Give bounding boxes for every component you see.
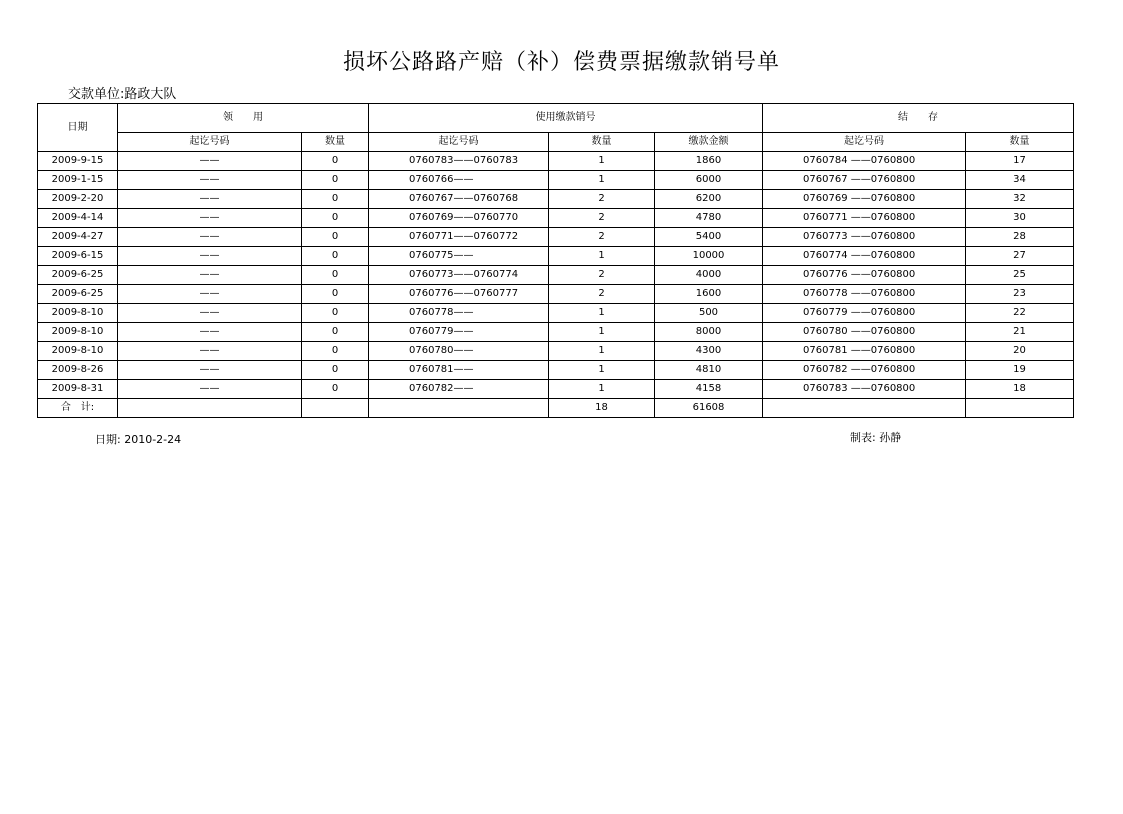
- table-row: [38, 152, 1074, 171]
- cell-used-qty: 2: [549, 285, 655, 304]
- cell-remain-qty: 17: [966, 152, 1074, 171]
- total-remain-range: [763, 399, 966, 418]
- cell-remain-qty: 22: [966, 304, 1074, 323]
- cell-used-range: 0760767——0760768: [369, 190, 549, 209]
- cell-receive-qty: 0: [302, 247, 369, 266]
- cell-used-qty: 1: [549, 361, 655, 380]
- cell-remain-range: 0760781 ——0760800: [763, 342, 966, 361]
- cell-date: 2009-8-10: [38, 342, 118, 361]
- cell-date: 2009-8-31: [38, 380, 118, 399]
- cell-remain-range: 0760776 ——0760800: [763, 266, 966, 285]
- cell-remain-qty: 23: [966, 285, 1074, 304]
- cell-remain-qty: 34: [966, 171, 1074, 190]
- cell-amount: 1860: [655, 152, 763, 171]
- cell-receive-qty: 0: [302, 209, 369, 228]
- cell-receive-range: ——: [118, 380, 302, 399]
- cell-remain-range: 0760769 ——0760800: [763, 190, 966, 209]
- cell-amount: 4780: [655, 209, 763, 228]
- cell-remain-qty: 27: [966, 247, 1074, 266]
- table-row: [38, 304, 1074, 323]
- cell-receive-range: ——: [118, 266, 302, 285]
- table-row: [38, 285, 1074, 304]
- cell-used-range: 0760776——0760777: [369, 285, 549, 304]
- total-row: [38, 399, 1074, 418]
- cell-receive-range: ——: [118, 342, 302, 361]
- cell-receive-qty: 0: [302, 361, 369, 380]
- cell-used-qty: 1: [549, 152, 655, 171]
- cell-receive-range: ——: [118, 209, 302, 228]
- cell-remain-range: 0760778 ——0760800: [763, 285, 966, 304]
- header-used-qty: 数量: [549, 133, 655, 152]
- cell-used-range: 0760771——0760772: [369, 228, 549, 247]
- total-amount: 61608: [655, 399, 763, 418]
- cell-remain-range: 0760784 ——0760800: [763, 152, 966, 171]
- cell-date: 2009-4-14: [38, 209, 118, 228]
- cell-remain-qty: 21: [966, 323, 1074, 342]
- table-body: [38, 152, 1074, 418]
- cell-receive-range: ——: [118, 190, 302, 209]
- cell-remain-qty: 30: [966, 209, 1074, 228]
- total-receive-qty: [302, 399, 369, 418]
- header-amount: 缴款金额: [655, 133, 763, 152]
- table-row: [38, 228, 1074, 247]
- table-row: [38, 342, 1074, 361]
- cell-receive-qty: 0: [302, 304, 369, 323]
- cell-amount: 6200: [655, 190, 763, 209]
- cell-used-range: 0760782——: [369, 380, 549, 399]
- cell-receive-range: ——: [118, 171, 302, 190]
- cell-remain-qty: 18: [966, 380, 1074, 399]
- total-used-qty: 18: [549, 399, 655, 418]
- cell-amount: 4300: [655, 342, 763, 361]
- cell-receive-qty: 0: [302, 171, 369, 190]
- cell-amount: 8000: [655, 323, 763, 342]
- cell-amount: 1600: [655, 285, 763, 304]
- header-row-sub: [38, 133, 1074, 152]
- document-title: 损坏公路路产赔（补）偿费票据缴款销号单: [342, 50, 780, 75]
- table-row: [38, 171, 1074, 190]
- total-label: 合 计:: [38, 399, 118, 418]
- cell-used-qty: 1: [549, 171, 655, 190]
- cell-date: 2009-6-25: [38, 266, 118, 285]
- header-receive-range: 起讫号码: [118, 133, 302, 152]
- cell-receive-range: ——: [118, 304, 302, 323]
- cell-remain-range: 0760780 ——0760800: [763, 323, 966, 342]
- cell-amount: 4158: [655, 380, 763, 399]
- cell-amount: 4000: [655, 266, 763, 285]
- cell-used-range: 0760778——: [369, 304, 549, 323]
- cell-remain-range: 0760783 ——0760800: [763, 380, 966, 399]
- header-date: 日期: [38, 104, 118, 152]
- cell-used-range: 0760766——: [369, 171, 549, 190]
- header-receive: 领 用: [118, 104, 369, 133]
- cell-remain-range: 0760779 ——0760800: [763, 304, 966, 323]
- cell-date: 2009-4-27: [38, 228, 118, 247]
- table-row: [38, 361, 1074, 380]
- table-row: [38, 380, 1074, 399]
- cell-receive-range: ——: [118, 152, 302, 171]
- cell-remain-qty: 20: [966, 342, 1074, 361]
- cell-used-range: 0760780——: [369, 342, 549, 361]
- cell-receive-range: ——: [118, 361, 302, 380]
- cell-remain-qty: 25: [966, 266, 1074, 285]
- cell-used-range: 0760775——: [369, 247, 549, 266]
- cell-used-qty: 2: [549, 209, 655, 228]
- cell-receive-range: ——: [118, 285, 302, 304]
- cell-date: 2009-9-15: [38, 152, 118, 171]
- cell-receive-qty: 0: [302, 285, 369, 304]
- ledger-table: [37, 103, 1074, 418]
- table-row: [38, 247, 1074, 266]
- cell-remain-qty: 28: [966, 228, 1074, 247]
- header-remain: 结 存: [763, 104, 1074, 133]
- header-used-range: 起讫号码: [369, 133, 549, 152]
- cell-amount: 10000: [655, 247, 763, 266]
- cell-used-qty: 2: [549, 266, 655, 285]
- total-receive-range: [118, 399, 302, 418]
- cell-used-qty: 1: [549, 247, 655, 266]
- cell-receive-qty: 0: [302, 380, 369, 399]
- cell-receive-range: ——: [118, 247, 302, 266]
- table-row: [38, 266, 1074, 285]
- cell-receive-range: ——: [118, 323, 302, 342]
- cell-used-qty: 2: [549, 190, 655, 209]
- cell-date: 2009-8-10: [38, 304, 118, 323]
- cell-date: 2009-6-15: [38, 247, 118, 266]
- cell-receive-qty: 0: [302, 190, 369, 209]
- cell-used-range: 0760779——: [369, 323, 549, 342]
- header-used: 使用缴款销号: [369, 104, 763, 133]
- cell-amount: 6000: [655, 171, 763, 190]
- cell-remain-range: 0760771 ——0760800: [763, 209, 966, 228]
- cell-receive-qty: 0: [302, 228, 369, 247]
- cell-date: 2009-6-25: [38, 285, 118, 304]
- total-used-range: [369, 399, 549, 418]
- cell-remain-range: 0760774 ——0760800: [763, 247, 966, 266]
- cell-used-qty: 1: [549, 304, 655, 323]
- cell-remain-qty: 19: [966, 361, 1074, 380]
- cell-used-range: 0760781——: [369, 361, 549, 380]
- cell-receive-qty: 0: [302, 152, 369, 171]
- cell-used-qty: 1: [549, 323, 655, 342]
- report-maker: 制表: 孙静: [850, 431, 902, 444]
- report-date: 日期: 2010-2-24: [95, 433, 182, 446]
- cell-used-qty: 1: [549, 342, 655, 361]
- header-row-group: [38, 104, 1074, 133]
- header-receive-qty: 数量: [302, 133, 369, 152]
- cell-receive-range: ——: [118, 228, 302, 247]
- cell-remain-qty: 32: [966, 190, 1074, 209]
- cell-amount: 5400: [655, 228, 763, 247]
- cell-used-qty: 1: [549, 380, 655, 399]
- cell-date: 2009-8-26: [38, 361, 118, 380]
- cell-amount: 4810: [655, 361, 763, 380]
- cell-date: 2009-1-15: [38, 171, 118, 190]
- cell-amount: 500: [655, 304, 763, 323]
- payer-unit: 交款单位:路政大队: [68, 87, 177, 102]
- total-remain-qty: [966, 399, 1074, 418]
- cell-receive-qty: 0: [302, 323, 369, 342]
- cell-used-range: 0760773——0760774: [369, 266, 549, 285]
- cell-receive-qty: 0: [302, 342, 369, 361]
- cell-date: 2009-2-20: [38, 190, 118, 209]
- table-row: [38, 209, 1074, 228]
- cell-used-range: 0760769——0760770: [369, 209, 549, 228]
- cell-used-range: 0760783——0760783: [369, 152, 549, 171]
- table-row: [38, 190, 1074, 209]
- cell-remain-range: 0760767 ——0760800: [763, 171, 966, 190]
- cell-date: 2009-8-10: [38, 323, 118, 342]
- cell-remain-range: 0760773 ——0760800: [763, 228, 966, 247]
- header-remain-range: 起讫号码: [763, 133, 966, 152]
- header-remain-qty: 数量: [966, 133, 1074, 152]
- cell-remain-range: 0760782 ——0760800: [763, 361, 966, 380]
- cell-used-qty: 2: [549, 228, 655, 247]
- cell-receive-qty: 0: [302, 266, 369, 285]
- table-row: [38, 323, 1074, 342]
